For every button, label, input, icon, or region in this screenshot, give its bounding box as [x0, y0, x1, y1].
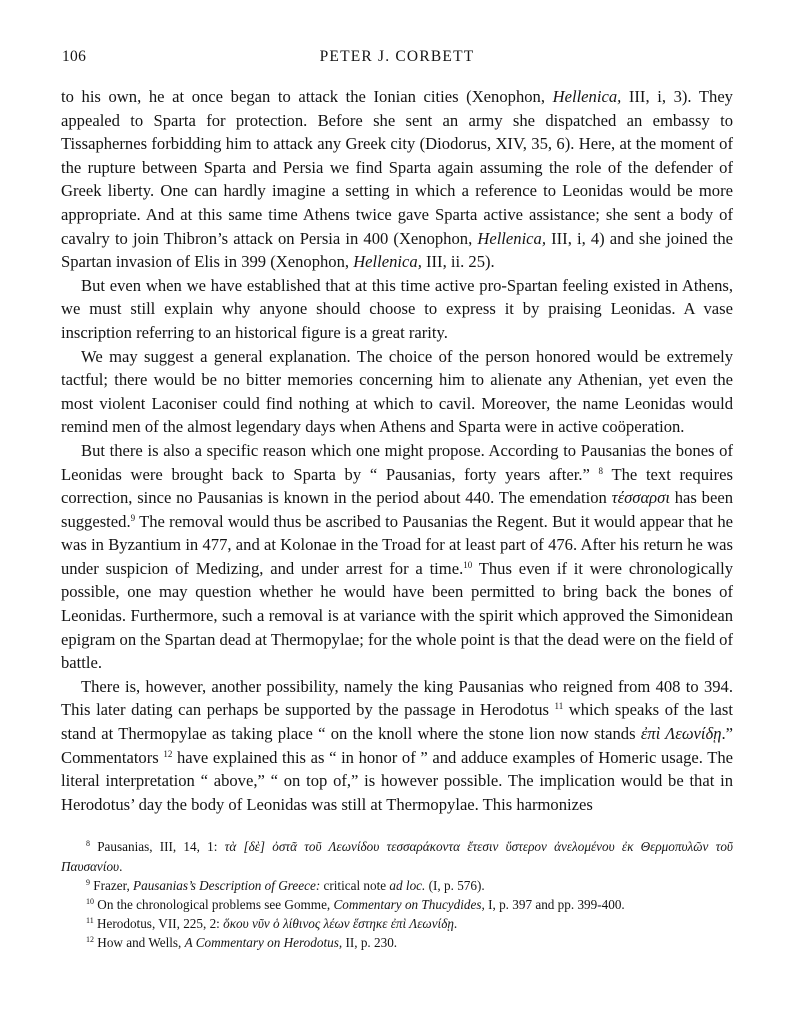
- text-run: have explained this as “ in honor of ” and adduce examples of Homeric usage. The literal interpretation “ above,” “ on top of,” is however possible. The implication would be that in Herodotus’ day the body of Leonidas was still at Thermopylae. This harmonizes: [61, 747, 734, 814]
- italic-text: Hellenica,: [552, 87, 622, 106]
- footnote-9: [61, 876, 733, 895]
- text-run: Herodotus, VII, 225, 2:: [93, 916, 224, 932]
- greek-text: ὅκου νῦν ὁ λίθινος λέων ἕστηκε ἐπὶ Λεωνίδῃ: [223, 916, 454, 932]
- text-run: But there is also a specific reason which one might propose. According to Pausanias the bones of Leonidas were brought back to Sparta by “ Pausanias, forty years after.”: [61, 440, 733, 484]
- footnote-ref: 9: [130, 512, 136, 523]
- paragraph: [61, 85, 733, 274]
- paragraph: [61, 675, 733, 817]
- text-run: (I, p. 576).: [425, 877, 485, 893]
- greek-text: τέσσαρσι: [611, 488, 670, 508]
- italic-text: Hellenica,: [353, 252, 422, 272]
- text-run: III, ii. 25).: [421, 252, 495, 272]
- text-run: On the chronological problems see Gomme,: [94, 897, 334, 913]
- text-run: The removal would thus be ascribed to Pausanias the Regent. But it would appear that he was in Byzantium in 477, and at Kolonae in the Troad for at least part of 476. After his return he was under suspicion of Medizing, and under arrest for a time.: [61, 511, 733, 578]
- greek-text: τὰ [δὲ] ὀστᾶ τοῦ Λεωνίδου τεσσαράκοντα ἔτεσιν ὕστερον ἀνελομένου ἐκ Θερμοπυλῶν τοῦ Παυσανίου: [61, 839, 733, 874]
- text-run: III, i, 3). They appealed to Sparta for protection. Before she sent an army she dispatched an embassy to Tissaphernes forbidding him to attack any Greek city (Diodorus, XIV, 35, 6). Here, at the moment of the rupture between Sparta and Persia we find Sparta again assuming the role of the defender of Greek liberty. One can hardly imagine a setting in which a reference to Leonidas would be more appropriate. And at this same time Athens twice gave Sparta active assistance; she sent a body of cavalry to join Thibron’s attack on Persia in 400 (Xenophon,: [61, 87, 733, 248]
- text-run: The text requires correction, since no Pausanias is known in the period about 440. The emendation: [61, 464, 733, 508]
- paragraph: [61, 345, 733, 439]
- footnote-ref: 12: [163, 748, 173, 759]
- text-run: .: [453, 916, 458, 932]
- text-run: How and Wells,: [94, 935, 185, 951]
- footnote-ref: 11: [554, 701, 564, 712]
- running-head: PETER J. CORBETT: [319, 48, 475, 65]
- footnote-11: [61, 914, 733, 933]
- paragraph: [61, 439, 733, 675]
- footnote-ref: 12: [86, 935, 94, 945]
- text-run: which speaks of the last stand at Thermopylae as taking place “ on the knoll where the stone lion now stands: [61, 700, 733, 744]
- footnotes: [61, 837, 733, 952]
- text-run: Thus even if it were chronologically possible, one may question whether he would have been permitted to bring back the bones of Leonidas. Furthermore, such a removal is at variance with the spirit which approved the Simonidean epigram on the Spartan dead at Thermopylae; for the whole point is that the dead were on the field of battle.: [61, 558, 733, 673]
- text-run: I, p. 397 and pp. 399-400.: [484, 897, 625, 913]
- paragraph: [61, 274, 733, 345]
- footnote-ref: 10: [86, 897, 94, 907]
- footnote-10: [61, 895, 733, 914]
- text-run: Frazer,: [90, 877, 134, 893]
- footnote-ref: 10: [463, 559, 473, 570]
- footnote-12: [61, 933, 733, 952]
- text-run: has been suggested.: [61, 488, 734, 531]
- body-text: [61, 85, 733, 816]
- italic-text: Commentary on Thucydides,: [333, 897, 485, 913]
- text-run: There is, however, another possibility, namely the king Pausanias who reigned from 408 to 394. This later dating can perhaps be supported by the passage in Herodotus: [61, 676, 733, 720]
- text-run: critical note: [320, 877, 390, 893]
- footnote-ref: 11: [86, 916, 94, 926]
- text-run: .” Commentators: [61, 724, 733, 767]
- italic-text: Pausanias’s Description of Greece:: [133, 877, 321, 893]
- page-number: 106: [62, 48, 87, 65]
- page-header: [61, 48, 733, 70]
- greek-text: ἐπὶ Λεωνίδῃ: [640, 724, 722, 744]
- footnote-8: [61, 837, 733, 875]
- text-run: We may suggest a general explanation. The choice of the person honored would be extremely tactful; there would be no bitter memories concerning him to alienate any Athenian, yet even the most violent Laconiser could find nothing at which to cavil. Moreover, the name Leonidas would remind men of the almost legendary days when Athens and Sparta were in active coöperation.: [61, 346, 733, 437]
- footnote-ref: 8: [598, 465, 604, 476]
- footnote-ref: 8: [86, 839, 90, 849]
- text-run: to his own, he at once began to attack the Ionian cities (Xenophon,: [61, 87, 553, 106]
- italic-text: A Commentary on Herodotus,: [184, 935, 343, 951]
- text-run: II, p. 230.: [342, 935, 398, 951]
- italic-text: ad loc.: [389, 877, 426, 893]
- text-run: .: [119, 858, 123, 874]
- text-run: Pausanias, III, 14, 1:: [90, 839, 225, 855]
- text-run: III, i, 4) and she joined the Spartan invasion of Elis in 399 (Xenophon,: [61, 228, 733, 272]
- footnote-ref: 9: [86, 877, 90, 887]
- text-run: But even when we have established that at this time active pro-Spartan feeling existed in Athens, we must still explain why anyone should choose to express it by praising Leonidas. A vase inscription referring to an historical figure is a great rarity.: [61, 275, 733, 342]
- italic-text: Hellenica,: [477, 228, 546, 248]
- page: [61, 48, 733, 953]
